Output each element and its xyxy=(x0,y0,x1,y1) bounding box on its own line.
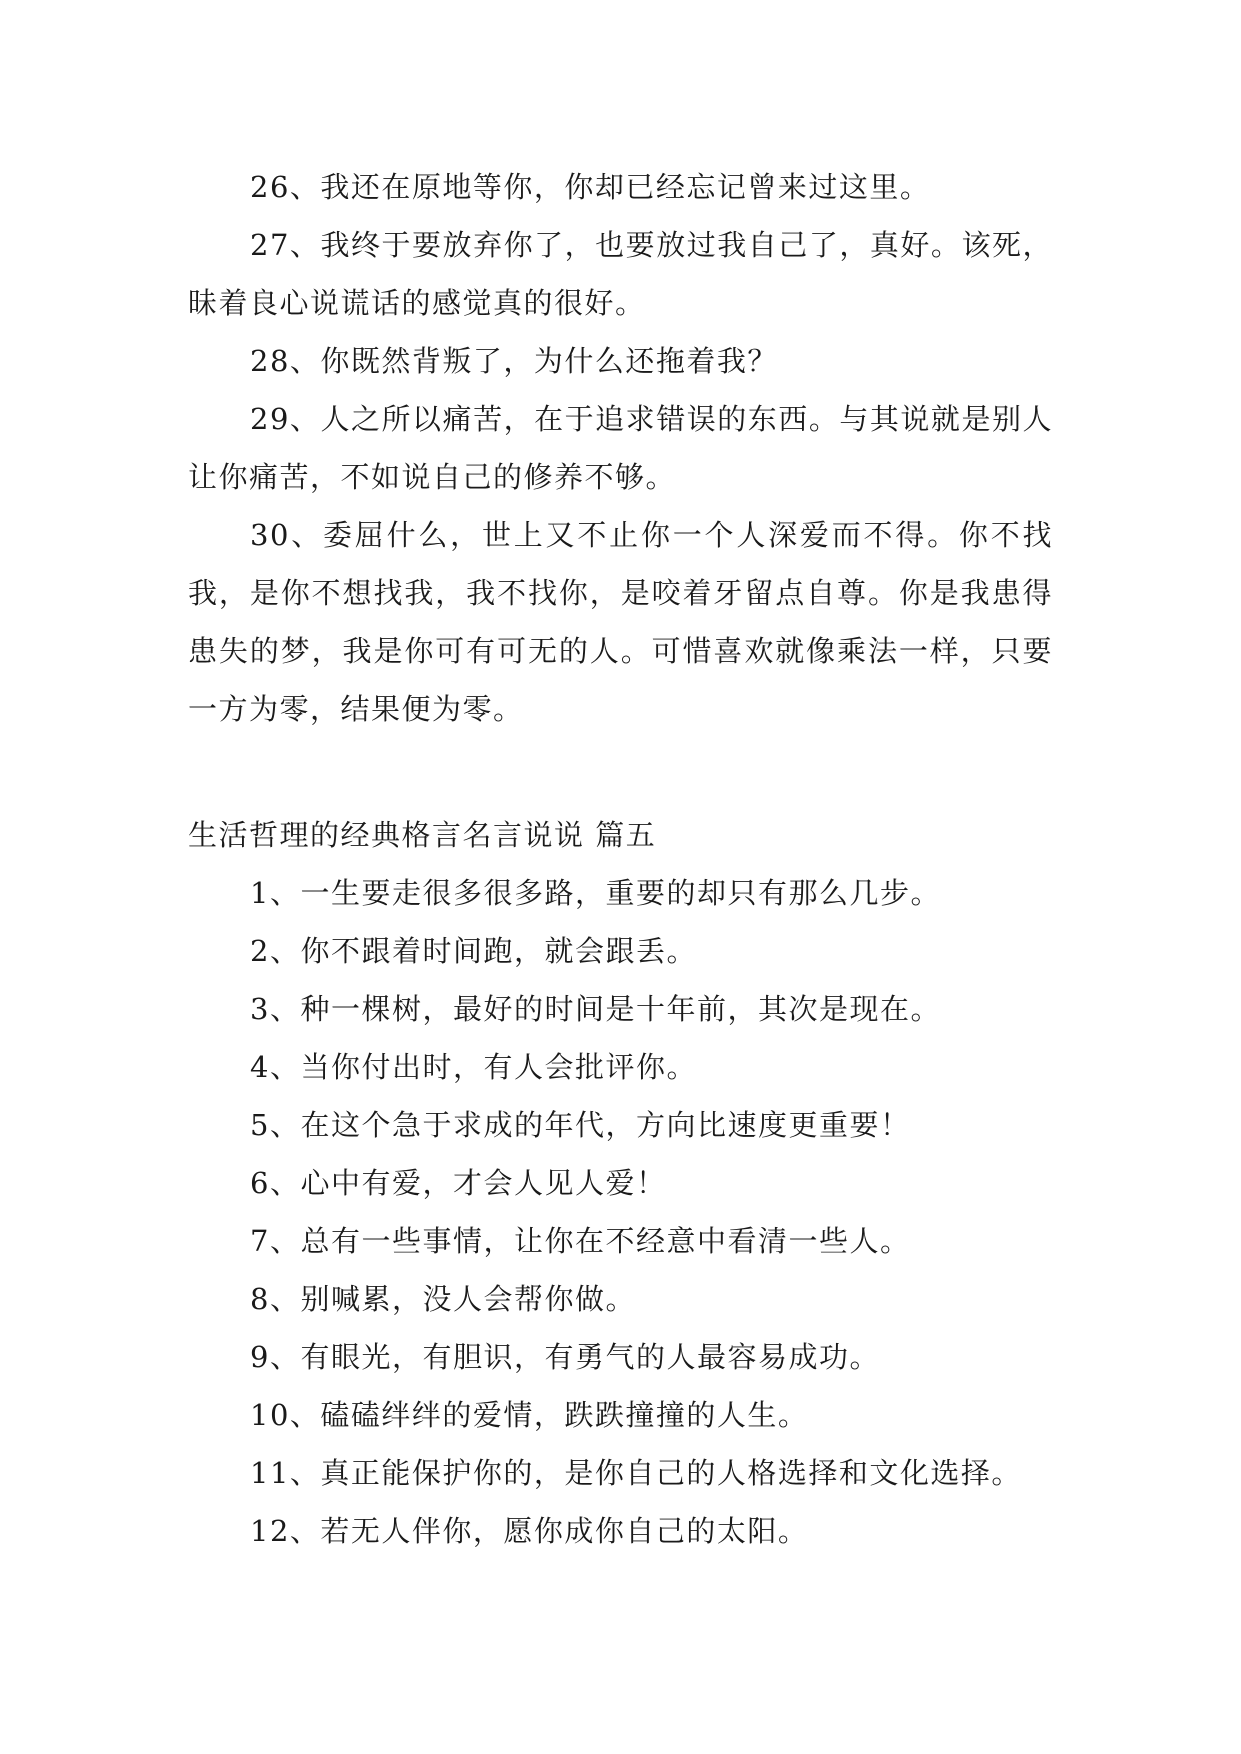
quote-list xyxy=(188,864,1053,1560)
list-item: 6、心中有爱，才会人见人爱！ xyxy=(250,1166,667,1200)
quote-paragraph-28: 28、你既然背叛了，为什么还拖着我？ xyxy=(250,344,778,378)
list-item: 8、别喊累，没人会帮你做。 xyxy=(250,1282,636,1316)
list-item: 12、若无人伴你，愿你成你自己的太阳。 xyxy=(250,1514,809,1548)
document-body xyxy=(188,158,1053,1560)
list-item: 10、磕磕绊绊的爱情，跌跌撞撞的人生。 xyxy=(250,1398,809,1432)
list-item: 5、在这个急于求成的年代，方向比速度更重要！ xyxy=(250,1108,911,1142)
list-item: 1、一生要走很多很多路，重要的却只有那么几步。 xyxy=(250,876,941,910)
list-item: 2、你不跟着时间跑，就会跟丢。 xyxy=(250,934,697,968)
quote-paragraph-30: 30、委屈什么，世上又不止你一个人深爱而不得。你不找我，是你不想找我，我不找你，是咬着牙留点自尊。你是我患得患失的梦，我是你可有可无的人。可惜喜欢就像乘法一样，只要一方为零，结果便为零。 xyxy=(188,518,1053,726)
quote-paragraph-27: 27、我终于要放弃你了，也要放过我自己了，真好。该死，昧着良心说谎话的感觉真的很好。 xyxy=(188,228,1053,320)
section-heading: 生活哲理的经典格言名言说说 篇五 xyxy=(188,818,657,852)
list-item: 9、有眼光，有胆识，有勇气的人最容易成功。 xyxy=(250,1340,880,1374)
list-item: 3、种一棵树，最好的时间是十年前，其次是现在。 xyxy=(250,992,941,1026)
quote-paragraph-26: 26、我还在原地等你，你却已经忘记曾来过这里。 xyxy=(250,170,931,204)
list-item: 11、真正能保护你的，是你自己的人格选择和文化选择。 xyxy=(250,1456,1022,1490)
quote-paragraph-29: 29、人之所以痛苦，在于追求错误的东西。与其说就是别人让你痛苦，不如说自己的修养不够。 xyxy=(188,402,1053,494)
list-item: 7、总有一些事情，让你在不经意中看清一些人。 xyxy=(250,1224,911,1258)
list-item: 4、当你付出时，有人会批评你。 xyxy=(250,1050,697,1084)
